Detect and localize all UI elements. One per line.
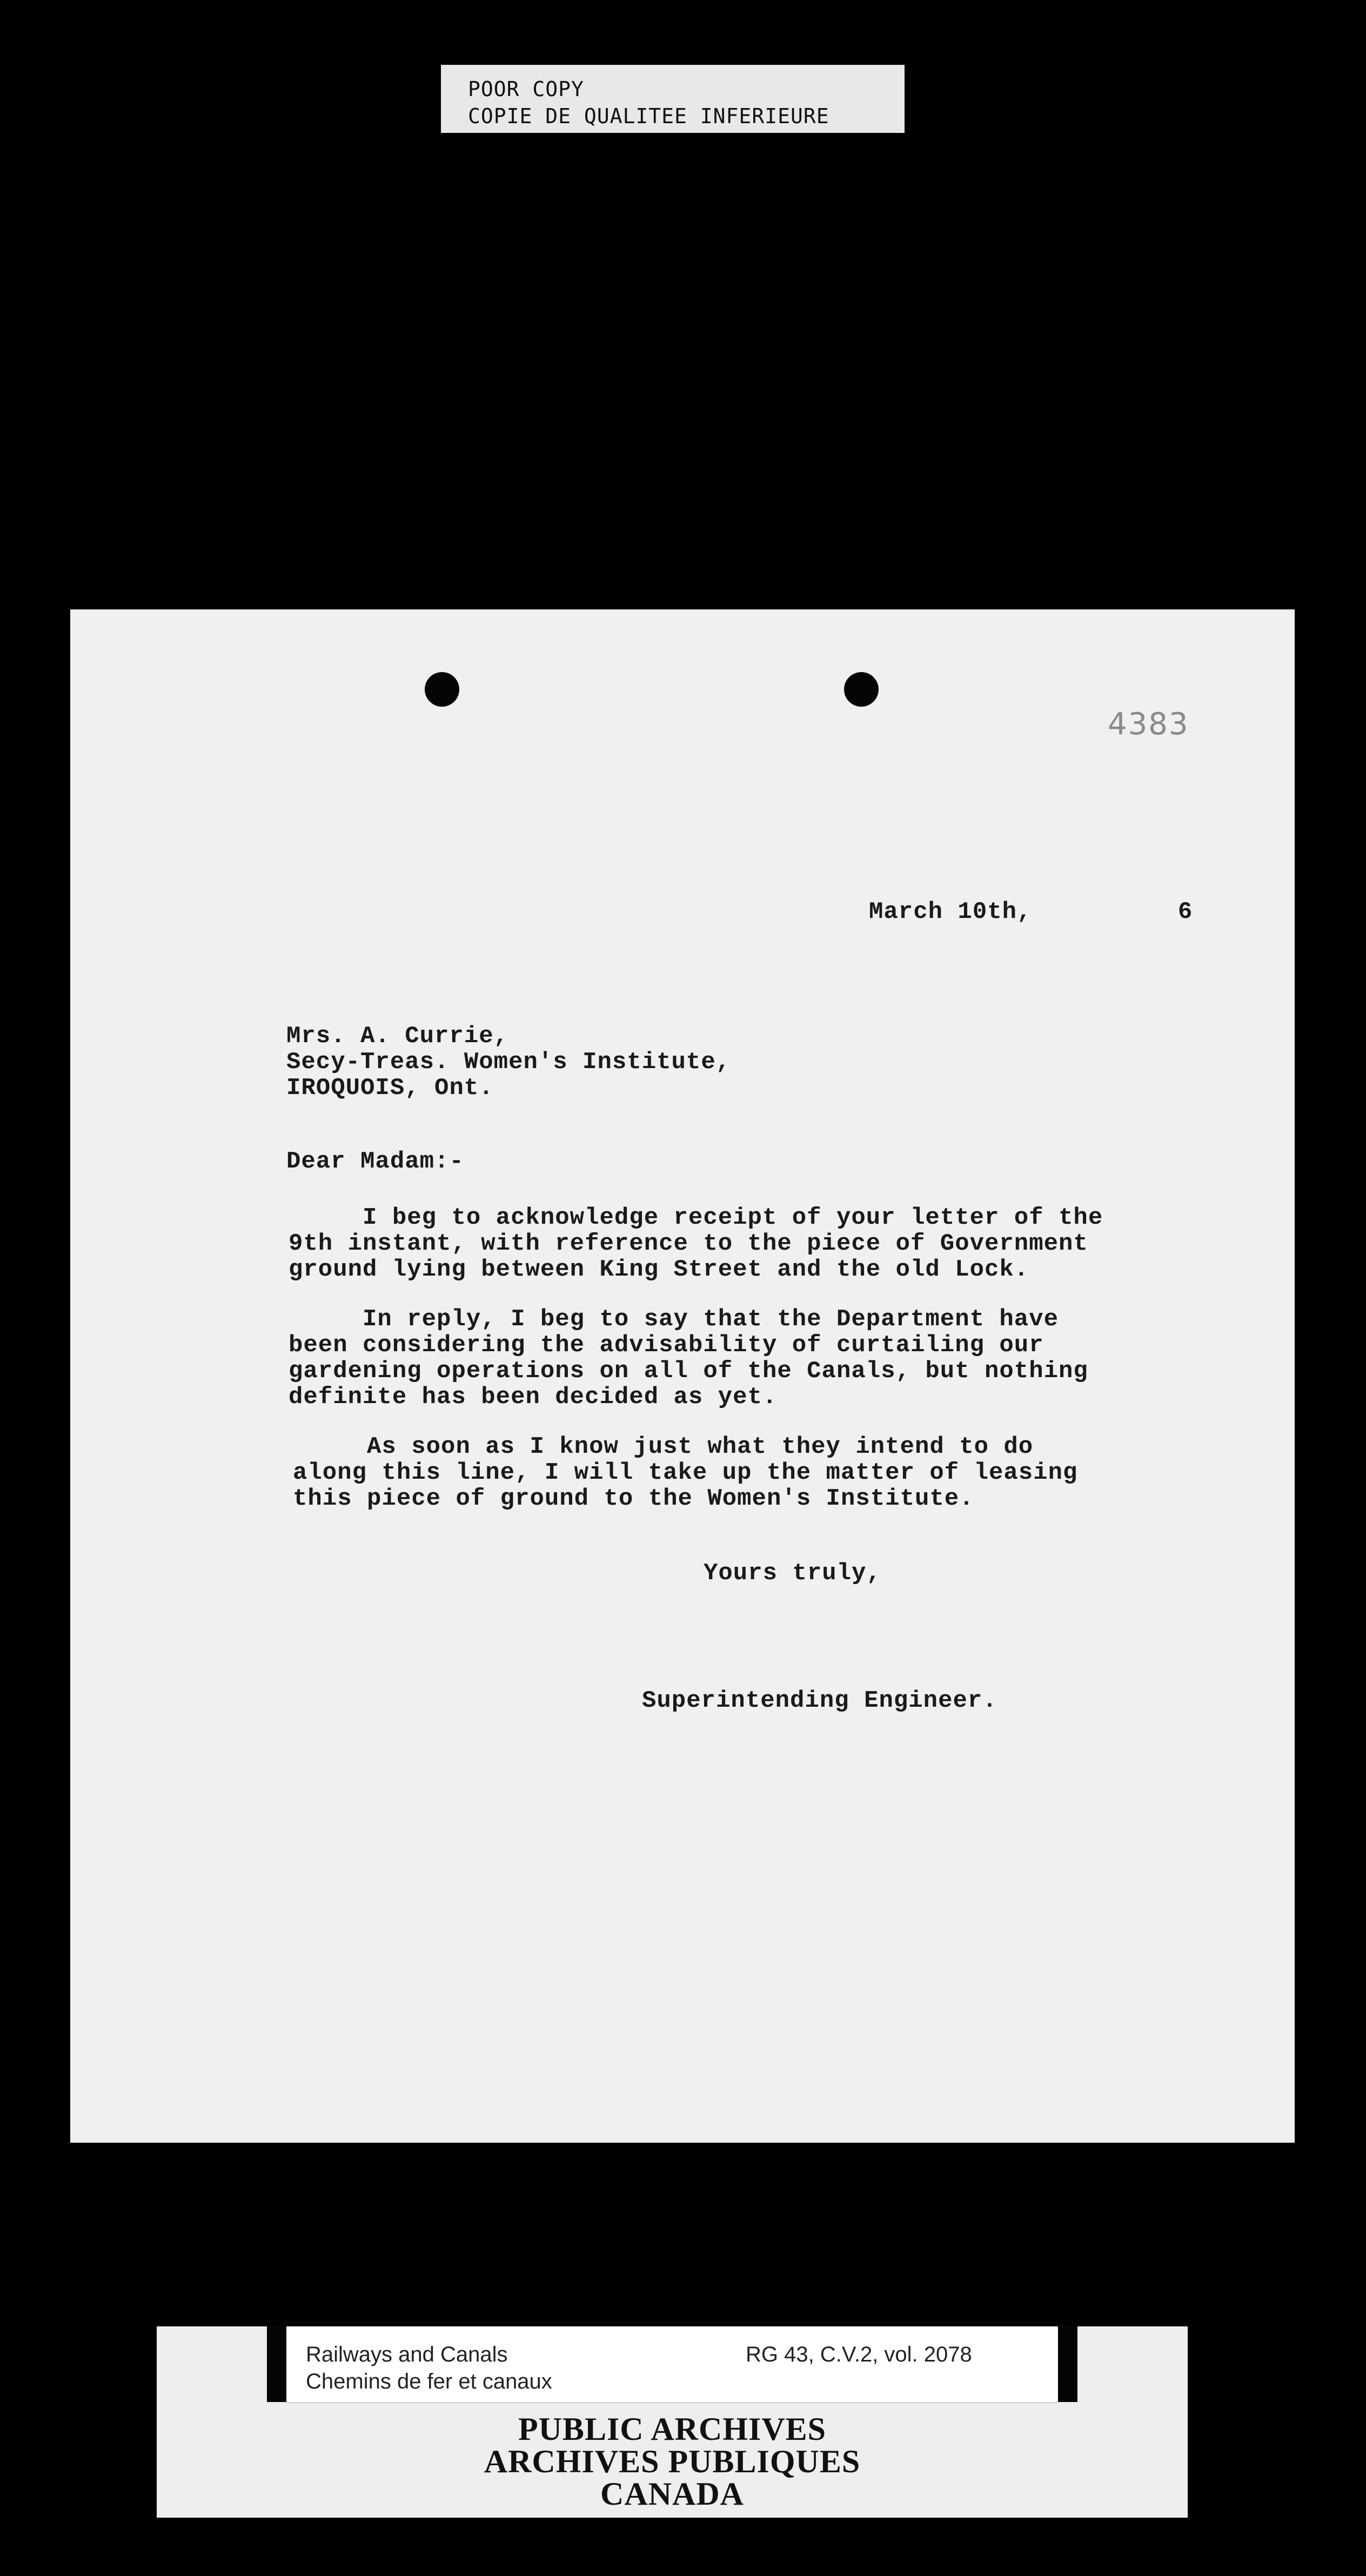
archives-line: ARCHIVES PUBLIQUES bbox=[484, 2444, 861, 2479]
salutation: Dear Madam:- bbox=[286, 1148, 464, 1175]
paragraph-line: been considering the advisability of curtailing our bbox=[289, 1332, 1044, 1359]
archives-line: CANADA bbox=[600, 2476, 744, 2512]
department-english: Railways and Canals bbox=[306, 2343, 508, 2366]
paragraph-line: gardening operations on all of the Canals, but nothing bbox=[289, 1358, 1088, 1385]
archives-title bbox=[157, 2413, 1188, 2510]
paragraph-line: As soon as I know just what they intend to do bbox=[293, 1433, 1034, 1460]
paragraph-line: 9th instant, with reference to the piece of Government bbox=[289, 1230, 1088, 1257]
archives-line: PUBLIC ARCHIVES bbox=[518, 2411, 827, 2447]
document-number-stamp: 4383 bbox=[1108, 707, 1189, 742]
paragraph-line: along this line, I will take up the matter of leasing bbox=[293, 1459, 1078, 1486]
recipient-line: IROQUOIS, Ont. bbox=[286, 1075, 494, 1102]
poor-copy-label bbox=[441, 65, 905, 133]
archive-reference-strip bbox=[286, 2326, 1058, 2403]
footer-frame-edge-right bbox=[1058, 2326, 1077, 2402]
paragraph-line: I beg to acknowledge receipt of your letter of the bbox=[289, 1204, 1103, 1231]
poor-copy-label-fr: COPIE DE QUALITEE INFERIEURE bbox=[468, 104, 829, 128]
recipient-line: Mrs. A. Currie, bbox=[286, 1023, 509, 1050]
letter-date: March 10th, bbox=[869, 898, 1032, 925]
recipient-line: Secy-Treas. Women's Institute, bbox=[286, 1049, 731, 1076]
poor-copy-label-en: POOR COPY bbox=[468, 77, 584, 101]
signature-title: Superintending Engineer. bbox=[642, 1687, 997, 1714]
page-marker: 6 bbox=[1178, 898, 1193, 925]
paragraph-line: In reply, I beg to say that the Department have bbox=[289, 1306, 1059, 1333]
letter-sheet bbox=[70, 609, 1295, 2143]
footer-frame-edge-left bbox=[267, 2326, 286, 2402]
paragraph-line: this piece of ground to the Women's Institute. bbox=[293, 1485, 974, 1512]
archive-reference: RG 43, C.V.2, vol. 2078 bbox=[746, 2343, 972, 2366]
punch-hole-left bbox=[425, 672, 459, 707]
closing: Yours truly, bbox=[704, 1560, 881, 1587]
paragraph-line: definite has been decided as yet. bbox=[289, 1384, 778, 1411]
punch-hole-right bbox=[844, 672, 879, 707]
paragraph-line: ground lying between King Street and the old Lock. bbox=[289, 1256, 1029, 1283]
archive-footer bbox=[157, 2326, 1188, 2518]
department-french: Chemins de fer et canaux bbox=[306, 2370, 552, 2393]
